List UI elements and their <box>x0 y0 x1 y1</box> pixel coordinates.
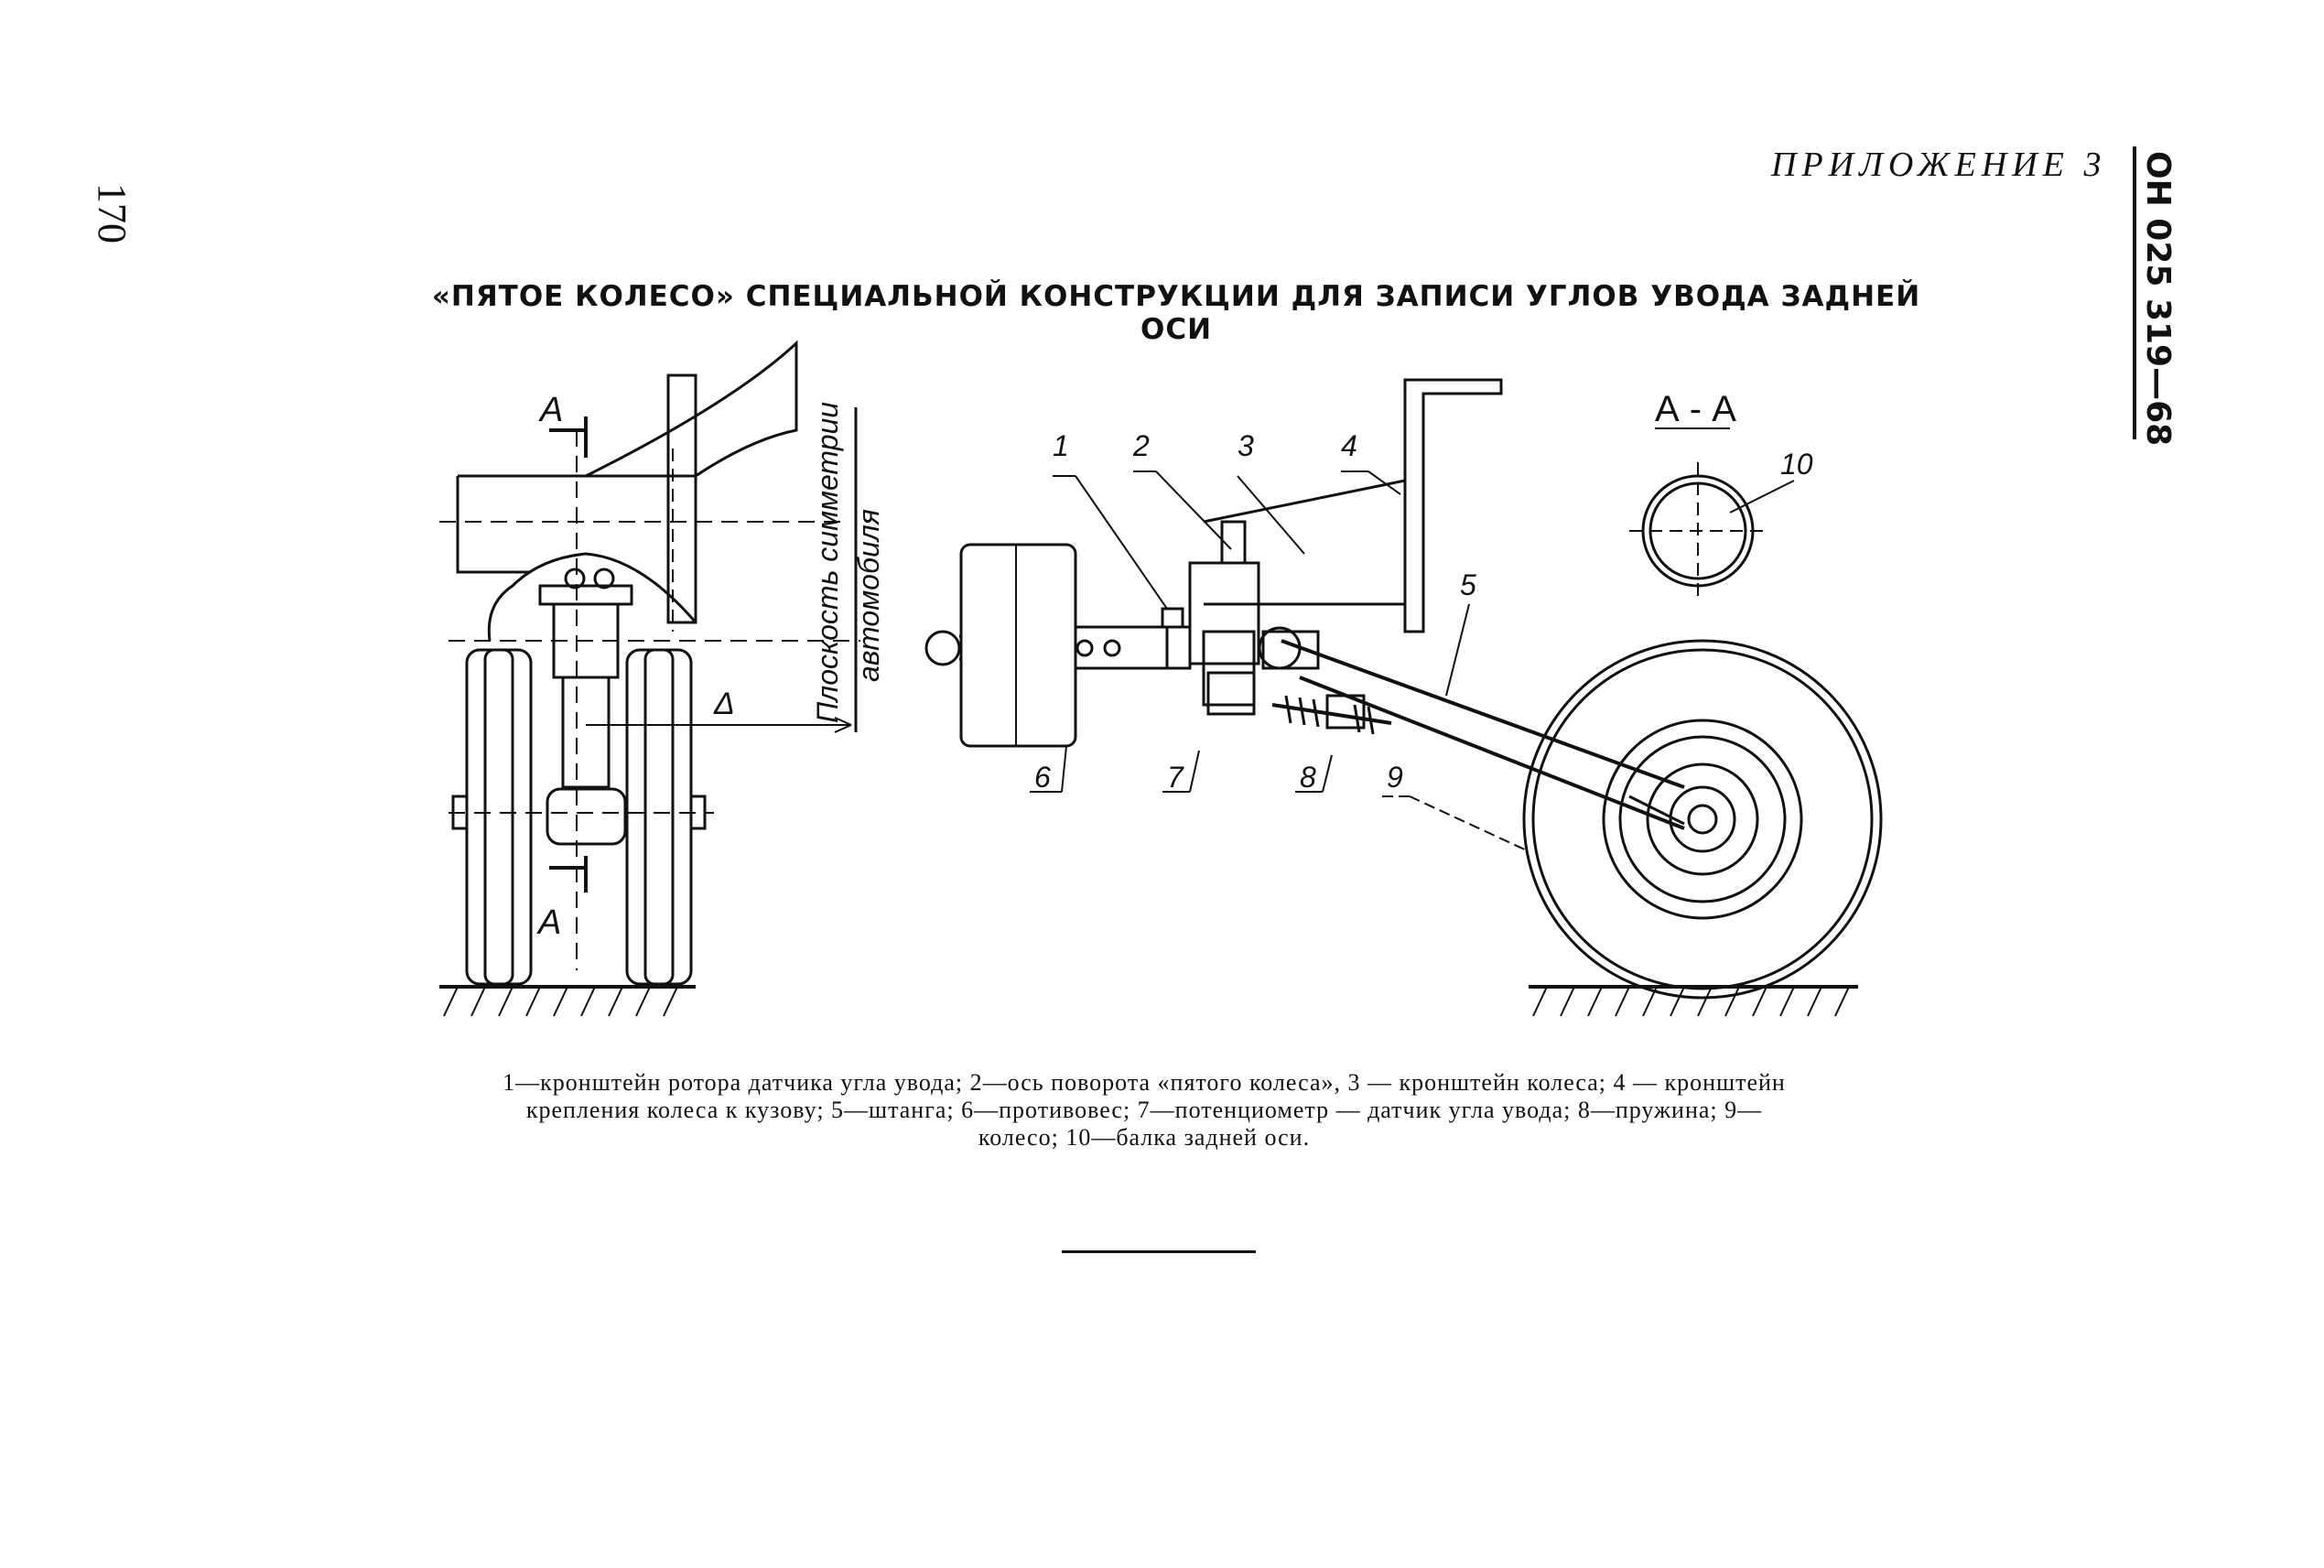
callout-7: 7 <box>1167 761 1184 794</box>
section-label: А - А <box>1655 389 1736 429</box>
callout-2: 2 <box>1133 429 1150 462</box>
figure-caption <box>499 1069 1789 1152</box>
callout-3: 3 <box>1238 429 1254 462</box>
document-code: ОН 025 319—68 <box>2139 151 2177 447</box>
appendix-label: ПРИЛОЖЕНИЕ 3 <box>1771 146 2107 184</box>
caption-item-6: 6—противовес; <box>961 1097 1131 1123</box>
section-a-a <box>1629 389 1813 600</box>
offset-label: Δ <box>714 687 735 721</box>
caption-item-10: 10—балка задней оси. <box>1065 1124 1311 1151</box>
page-title: «ПЯТОЕ КОЛЕСО» СПЕЦИАЛЬНОЙ КОНСТРУКЦИИ ДЛЯ ЗАПИСИ УГЛОВ УВОДА ЗАДНЕЙ ОСИ <box>431 280 1921 346</box>
callout-4: 4 <box>1341 429 1357 462</box>
callout-8: 8 <box>1300 761 1316 794</box>
symmetry-plane-label-2: автомобиля <box>852 509 885 682</box>
callout-1: 1 <box>1053 429 1069 462</box>
callout-9: 9 <box>1387 761 1403 794</box>
caption-item-7: 7—потенциометр — датчик угла увода; <box>1137 1097 1572 1123</box>
side-view <box>926 380 1881 1016</box>
caption-item-2: 2—ось поворота «пятого колеса», <box>969 1069 1341 1096</box>
symmetry-plane-label: Плоскость симметрии <box>811 401 844 723</box>
section-mark-bottom: А <box>538 903 562 942</box>
caption-item-1: 1—кронштейн ротора датчика угла увода; <box>503 1069 964 1096</box>
callout-5: 5 <box>1460 568 1476 601</box>
callout-10: 10 <box>1780 448 1813 481</box>
section-mark-top: А <box>540 391 564 429</box>
caption-item-4: 4 — кронштейн крепления колеса к кузову; <box>525 1069 1786 1123</box>
callout-6: 6 <box>1034 761 1051 794</box>
bottom-rule <box>1062 1250 1256 1253</box>
front-view <box>439 343 885 1016</box>
caption-item-8: 8—пружина; <box>1577 1097 1718 1123</box>
caption-item-5: 5—штанга; <box>831 1097 955 1123</box>
page-number: 170 <box>90 183 135 243</box>
caption-item-3: 3 — кронштейн колеса; <box>1347 1069 1607 1096</box>
caption-item-9: 9—колесо; <box>978 1097 1763 1151</box>
